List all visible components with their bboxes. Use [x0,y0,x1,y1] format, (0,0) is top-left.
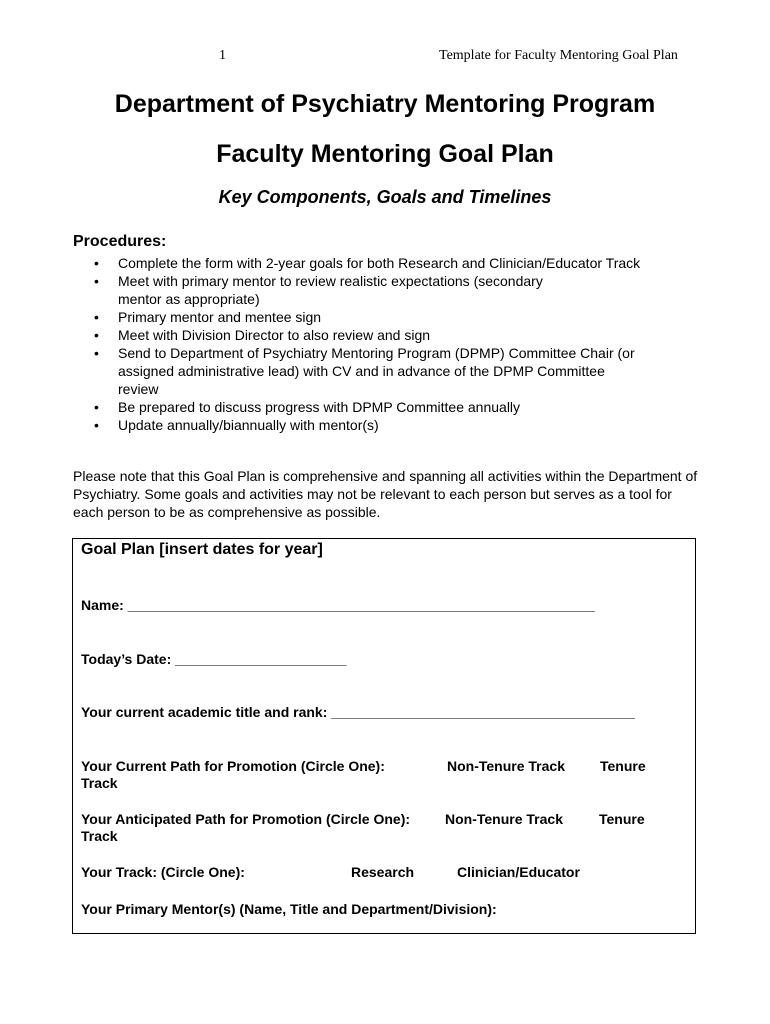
anticipated-path-tenure-option-cont[interactable]: Track [81,828,118,844]
primary-mentor-label: Your Primary Mentor(s) (Name, Title and Department/Division): [81,901,497,917]
track-label: Your Track: (Circle One): [81,864,245,880]
list-item: • Update annually/biannually with mentor(s) [118,416,658,434]
anticipated-path-label: Your Anticipated Path for Promotion (Circle One): [81,811,411,827]
list-item: • Meet with Division Director to also review and sign [118,326,658,344]
current-path-tenure-option-cont[interactable]: Track [81,775,118,791]
page-number: 1 [219,48,226,63]
document-subtitle: Key Components, Goals and Timelines [218,187,552,207]
academic-title-field[interactable]: Your current academic title and rank: _______________________________________ [81,704,635,720]
list-item: • Complete the form with 2-year goals for both Research and Clinician/Educator Track [118,254,658,272]
goal-plan-title: Goal Plan [insert dates for year] [81,541,323,558]
current-path-non-tenure-option[interactable]: Non-Tenure Track [447,758,565,774]
list-item: • Be prepared to discuss progress with DPMP Committee annually [118,398,658,416]
anticipated-path-non-tenure-option[interactable]: Non-Tenure Track [445,811,563,827]
track-clinician-educator-option[interactable]: Clinician/Educator [457,864,580,880]
note-paragraph: Please note that this Goal Plan is comprehensive and spanning all activities within the Department of Psychiatry. Some goals and activities may not be relevant to each person but serves as a tool for each person to be as comprehensive as possible. [73,468,698,520]
procedures-heading: Procedures: [73,233,167,250]
track-research-option[interactable]: Research [351,864,415,880]
date-field[interactable]: Today’s Date: ______________________ [81,651,347,667]
list-item: • Send to Department of Psychiatry Mentoring Program (DPMP) Committee Chair (or assigned administrative lead) with CV and in advance of the DPMP Committee review [118,344,638,398]
document-title-line-2: Faculty Mentoring Goal Plan [216,140,554,168]
document-title: Department of Psychiatry Mentoring Program [114,90,656,118]
current-path-tenure-option[interactable]: Tenure [600,758,646,774]
name-field[interactable]: Name: ____________________________________________________________ [81,597,595,613]
goal-plan-form [72,538,696,934]
procedures-list [118,254,658,434]
list-item: • Meet with primary mentor to review realistic expectations (secondary mentor as appropriate) [118,272,588,308]
list-item: • Primary mentor and mentee sign [118,308,658,326]
anticipated-path-tenure-option[interactable]: Tenure [599,811,645,827]
current-path-label: Your Current Path for Promotion (Circle One): [81,758,385,774]
running-header: Template for Faculty Mentoring Goal Plan [439,48,678,63]
